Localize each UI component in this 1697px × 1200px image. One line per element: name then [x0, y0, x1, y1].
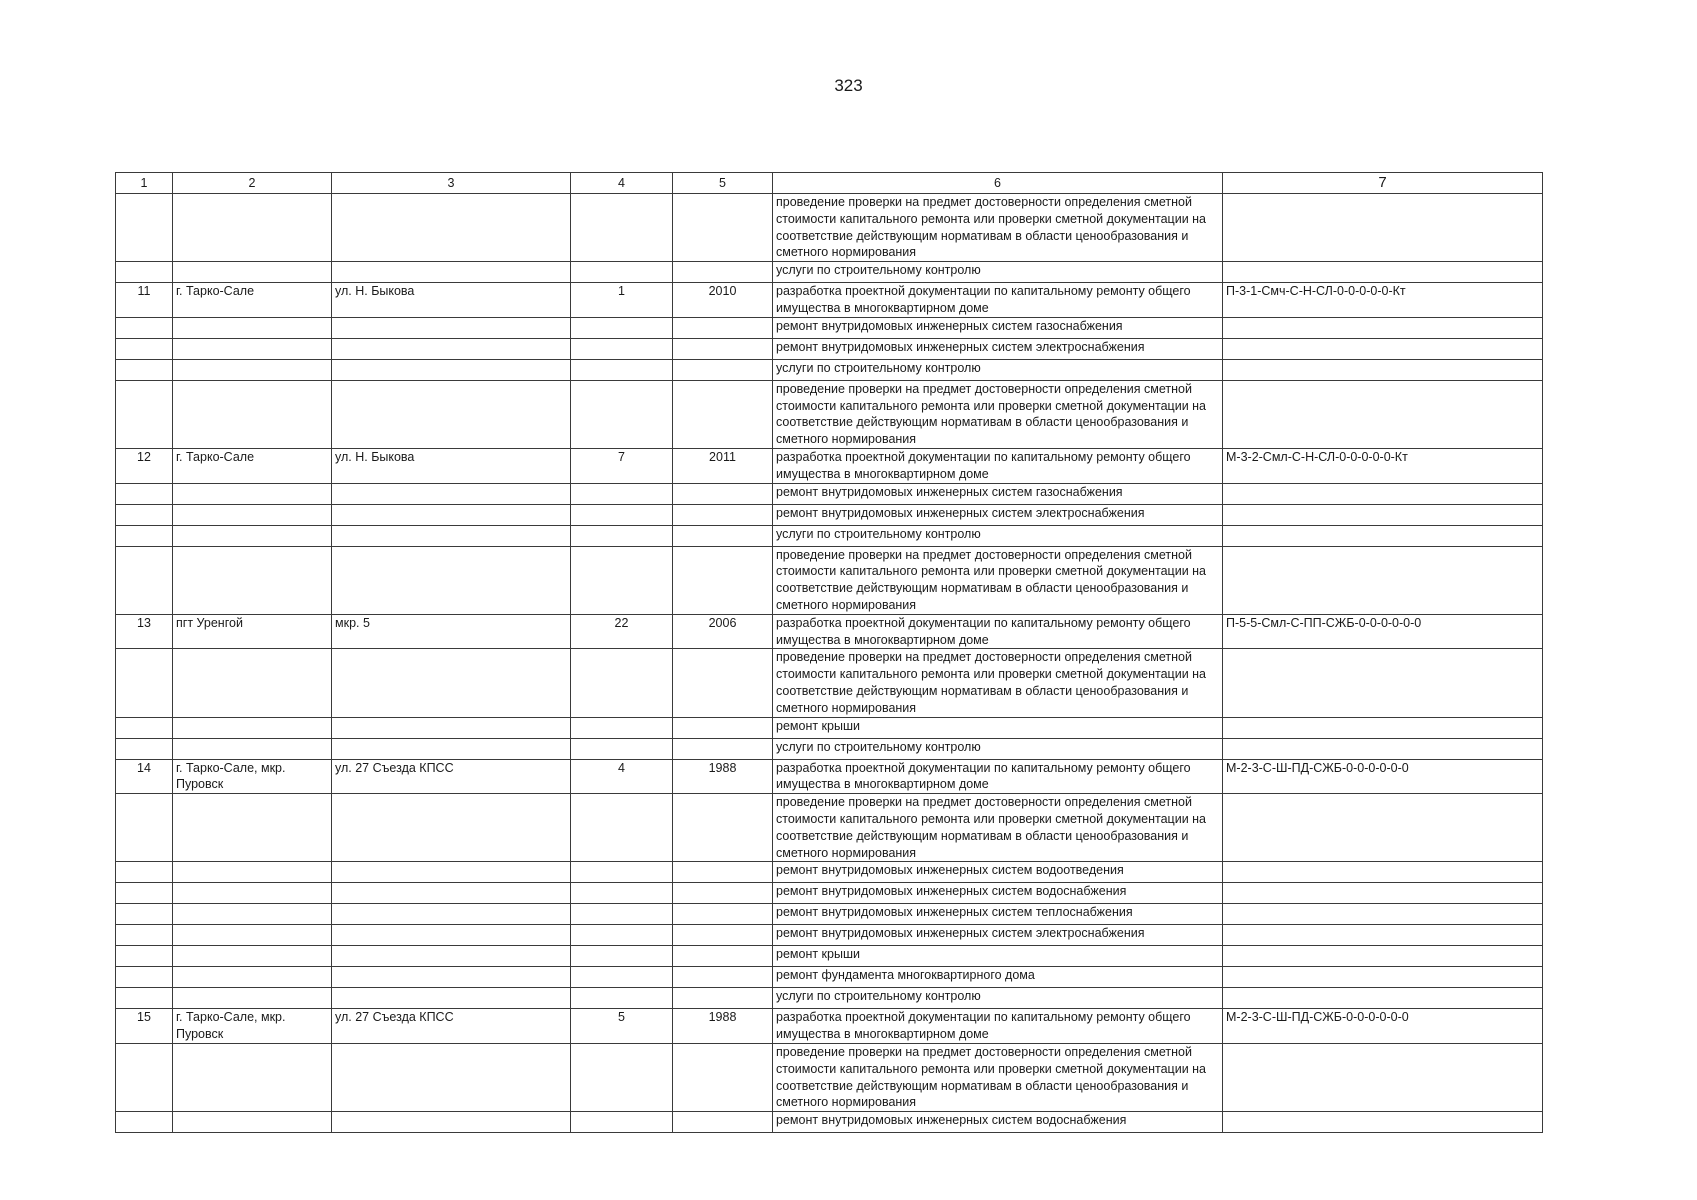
cell-year-built: [673, 717, 773, 738]
cell-work-type: ремонт крыши: [773, 946, 1223, 967]
cell-work-type: разработка проектной документации по капитальному ремонту общего имущества в многоквартирном доме: [773, 448, 1223, 483]
cell-year-built: [673, 504, 773, 525]
cell-work-type: ремонт внутридомовых инженерных систем водоснабжения: [773, 1112, 1223, 1133]
cell-settlement: [173, 359, 332, 380]
cell-house-number: 22: [571, 614, 673, 649]
cell-building-code: [1223, 262, 1543, 283]
cell-work-type: проведение проверки на предмет достоверности определения сметной стоимости капитального ремонта или проверки сметной документации на соответствие действующим нормативам в области ценообразования и сметного нормирования: [773, 380, 1223, 448]
header-row: [116, 173, 1543, 194]
cell-building-code: [1223, 1043, 1543, 1111]
cell-house-number: [571, 649, 673, 717]
cell-year-built: [673, 967, 773, 988]
cell-building-code: [1223, 546, 1543, 614]
table-row: [116, 359, 1543, 380]
cell-year-built: [673, 904, 773, 925]
cell-house-number: [571, 883, 673, 904]
cell-house-number: [571, 967, 673, 988]
cell-row-number: 14: [116, 759, 173, 794]
table-row: [116, 483, 1543, 504]
cell-street: [332, 883, 571, 904]
cell-street: [332, 262, 571, 283]
cell-row-number: [116, 717, 173, 738]
cell-year-built: [673, 525, 773, 546]
cell-settlement: [173, 380, 332, 448]
cell-street: [332, 1043, 571, 1111]
cell-settlement: [173, 262, 332, 283]
cell-house-number: 7: [571, 448, 673, 483]
cell-settlement: [173, 967, 332, 988]
table-row: [116, 717, 1543, 738]
cell-year-built: 1988: [673, 1009, 773, 1044]
cell-street: [332, 738, 571, 759]
cell-street: [332, 925, 571, 946]
cell-house-number: [571, 546, 673, 614]
cell-row-number: [116, 883, 173, 904]
cell-house-number: 5: [571, 1009, 673, 1044]
cell-row-number: [116, 194, 173, 262]
cell-house-number: [571, 194, 673, 262]
cell-street: [332, 862, 571, 883]
column-header: 6: [773, 173, 1223, 194]
cell-year-built: [673, 862, 773, 883]
cell-building-code: [1223, 483, 1543, 504]
table-row: [116, 883, 1543, 904]
cell-building-code: П-5-5-Смл-С-ПП-СЖБ-0-0-0-0-0-0: [1223, 614, 1543, 649]
cell-building-code: [1223, 380, 1543, 448]
cell-house-number: [571, 262, 673, 283]
cell-work-type: услуги по строительному контролю: [773, 988, 1223, 1009]
cell-house-number: [571, 925, 673, 946]
cell-house-number: 4: [571, 759, 673, 794]
cell-year-built: 2011: [673, 448, 773, 483]
table-row: [116, 504, 1543, 525]
cell-building-code: [1223, 525, 1543, 546]
cell-year-built: [673, 1043, 773, 1111]
cell-building-code: [1223, 317, 1543, 338]
cell-settlement: [173, 546, 332, 614]
cell-work-type: ремонт внутридомовых инженерных систем электроснабжения: [773, 925, 1223, 946]
cell-building-code: [1223, 925, 1543, 946]
cell-street: [332, 649, 571, 717]
cell-building-code: [1223, 717, 1543, 738]
table-row: [116, 283, 1543, 318]
cell-row-number: [116, 967, 173, 988]
cell-row-number: [116, 794, 173, 862]
cell-year-built: [673, 925, 773, 946]
cell-street: [332, 338, 571, 359]
cell-row-number: 13: [116, 614, 173, 649]
cell-work-type: ремонт внутридомовых инженерных систем теплоснабжения: [773, 904, 1223, 925]
cell-house-number: [571, 946, 673, 967]
cell-building-code: [1223, 649, 1543, 717]
cell-building-code: [1223, 883, 1543, 904]
cell-row-number: [116, 862, 173, 883]
table-row: [116, 317, 1543, 338]
cell-settlement: [173, 649, 332, 717]
column-header: 7: [1223, 173, 1543, 194]
cell-settlement: [173, 1112, 332, 1133]
table-row: [116, 738, 1543, 759]
cell-settlement: [173, 883, 332, 904]
cell-work-type: ремонт внутридомовых инженерных систем водоотведения: [773, 862, 1223, 883]
cell-street: [332, 1112, 571, 1133]
cell-building-code: П-3-1-Смч-С-Н-СЛ-0-0-0-0-0-Кт: [1223, 283, 1543, 318]
cell-street: ул. 27 Съезда КПСС: [332, 759, 571, 794]
cell-house-number: [571, 738, 673, 759]
table-row: [116, 614, 1543, 649]
cell-work-type: проведение проверки на предмет достоверности определения сметной стоимости капитального ремонта или проверки сметной документации на соответствие действующим нормативам в области ценообразования и сметного нормирования: [773, 794, 1223, 862]
cell-street: [332, 904, 571, 925]
cell-settlement: [173, 738, 332, 759]
cell-house-number: [571, 380, 673, 448]
cell-work-type: проведение проверки на предмет достоверности определения сметной стоимости капитального ремонта или проверки сметной документации на соответствие действующим нормативам в области ценообразования и сметного нормирования: [773, 649, 1223, 717]
cell-row-number: 15: [116, 1009, 173, 1044]
cell-work-type: ремонт внутридомовых инженерных систем газоснабжения: [773, 317, 1223, 338]
cell-year-built: [673, 738, 773, 759]
cell-settlement: [173, 504, 332, 525]
cell-year-built: [673, 946, 773, 967]
table-row: [116, 925, 1543, 946]
table-row: [116, 946, 1543, 967]
table-row: [116, 338, 1543, 359]
cell-settlement: г. Тарко-Сале, мкр. Пуровск: [173, 759, 332, 794]
cell-building-code: [1223, 738, 1543, 759]
cell-year-built: [673, 338, 773, 359]
cell-work-type: услуги по строительному контролю: [773, 738, 1223, 759]
page-number: 323: [834, 76, 863, 95]
table-row: [116, 194, 1543, 262]
cell-house-number: [571, 1112, 673, 1133]
cell-row-number: [116, 1112, 173, 1133]
cell-work-type: ремонт крыши: [773, 717, 1223, 738]
cell-house-number: [571, 359, 673, 380]
cell-work-type: ремонт внутридомовых инженерных систем водоснабжения: [773, 883, 1223, 904]
table-row: [116, 1009, 1543, 1044]
cell-row-number: [116, 504, 173, 525]
cell-building-code: М-2-3-С-Ш-ПД-СЖБ-0-0-0-0-0-0: [1223, 1009, 1543, 1044]
column-header: 3: [332, 173, 571, 194]
column-header: 2: [173, 173, 332, 194]
cell-building-code: [1223, 862, 1543, 883]
table-row: [116, 546, 1543, 614]
cell-year-built: 2006: [673, 614, 773, 649]
table-row: [116, 262, 1543, 283]
cell-work-type: ремонт внутридомовых инженерных систем газоснабжения: [773, 483, 1223, 504]
cell-street: [332, 988, 571, 1009]
cell-street: [332, 317, 571, 338]
column-header: 1: [116, 173, 173, 194]
cell-street: [332, 504, 571, 525]
cell-row-number: [116, 925, 173, 946]
cell-row-number: [116, 380, 173, 448]
cell-row-number: [116, 338, 173, 359]
cell-year-built: [673, 194, 773, 262]
cell-year-built: [673, 262, 773, 283]
cell-settlement: [173, 1043, 332, 1111]
cell-work-type: ремонт внутридомовых инженерных систем электроснабжения: [773, 504, 1223, 525]
cell-building-code: [1223, 338, 1543, 359]
cell-row-number: [116, 483, 173, 504]
cell-settlement: [173, 904, 332, 925]
cell-row-number: [116, 988, 173, 1009]
repair-schedule-table: [115, 172, 1543, 1133]
cell-work-type: ремонт внутридомовых инженерных систем электроснабжения: [773, 338, 1223, 359]
cell-year-built: [673, 794, 773, 862]
cell-building-code: [1223, 967, 1543, 988]
cell-building-code: [1223, 1112, 1543, 1133]
table-row: [116, 649, 1543, 717]
cell-row-number: [116, 649, 173, 717]
cell-row-number: [116, 546, 173, 614]
table-row: [116, 862, 1543, 883]
cell-settlement: [173, 925, 332, 946]
cell-house-number: 1: [571, 283, 673, 318]
cell-row-number: [116, 904, 173, 925]
cell-street: мкр. 5: [332, 614, 571, 649]
cell-work-type: разработка проектной документации по капитальному ремонту общего имущества в многоквартирном доме: [773, 1009, 1223, 1044]
cell-year-built: [673, 883, 773, 904]
cell-settlement: [173, 988, 332, 1009]
cell-building-code: [1223, 794, 1543, 862]
table-row: [116, 1112, 1543, 1133]
cell-row-number: [116, 262, 173, 283]
cell-work-type: услуги по строительному контролю: [773, 525, 1223, 546]
cell-street: [332, 717, 571, 738]
cell-house-number: [571, 794, 673, 862]
table-row: [116, 759, 1543, 794]
cell-house-number: [571, 317, 673, 338]
cell-year-built: [673, 649, 773, 717]
cell-row-number: [116, 359, 173, 380]
cell-year-built: [673, 359, 773, 380]
cell-work-type: услуги по строительному контролю: [773, 262, 1223, 283]
table-row: [116, 988, 1543, 1009]
cell-settlement: [173, 525, 332, 546]
cell-year-built: 2010: [673, 283, 773, 318]
column-header: 5: [673, 173, 773, 194]
cell-house-number: [571, 988, 673, 1009]
cell-row-number: [116, 738, 173, 759]
cell-house-number: [571, 904, 673, 925]
cell-settlement: [173, 794, 332, 862]
cell-row-number: [116, 525, 173, 546]
cell-row-number: 12: [116, 448, 173, 483]
cell-house-number: [571, 525, 673, 546]
cell-year-built: [673, 380, 773, 448]
table-body: [116, 194, 1543, 1133]
cell-building-code: М-2-3-С-Ш-ПД-СЖБ-0-0-0-0-0-0: [1223, 759, 1543, 794]
cell-building-code: М-3-2-Смл-С-Н-СЛ-0-0-0-0-0-Кт: [1223, 448, 1543, 483]
cell-settlement: [173, 862, 332, 883]
column-header: 4: [571, 173, 673, 194]
cell-street: [332, 546, 571, 614]
cell-building-code: [1223, 904, 1543, 925]
cell-house-number: [571, 717, 673, 738]
cell-settlement: г. Тарко-Сале: [173, 448, 332, 483]
cell-year-built: [673, 546, 773, 614]
cell-street: [332, 380, 571, 448]
cell-building-code: [1223, 194, 1543, 262]
cell-street: [332, 967, 571, 988]
cell-street: ул. Н. Быкова: [332, 448, 571, 483]
cell-row-number: [116, 317, 173, 338]
cell-street: [332, 794, 571, 862]
cell-house-number: [571, 1043, 673, 1111]
cell-settlement: [173, 946, 332, 967]
cell-street: ул. 27 Съезда КПСС: [332, 1009, 571, 1044]
cell-house-number: [571, 862, 673, 883]
cell-street: [332, 946, 571, 967]
cell-row-number: 11: [116, 283, 173, 318]
cell-work-type: проведение проверки на предмет достоверности определения сметной стоимости капитального ремонта или проверки сметной документации на соответствие действующим нормативам в области ценообразования и сметного нормирования: [773, 194, 1223, 262]
cell-settlement: [173, 317, 332, 338]
cell-work-type: услуги по строительному контролю: [773, 359, 1223, 380]
cell-street: [332, 525, 571, 546]
table-row: [116, 1043, 1543, 1111]
cell-settlement: г. Тарко-Сале, мкр. Пуровск: [173, 1009, 332, 1044]
cell-building-code: [1223, 359, 1543, 380]
cell-year-built: 1988: [673, 759, 773, 794]
cell-year-built: [673, 1112, 773, 1133]
cell-year-built: [673, 483, 773, 504]
cell-settlement: г. Тарко-Сале: [173, 283, 332, 318]
table-row: [116, 904, 1543, 925]
cell-settlement: [173, 483, 332, 504]
cell-house-number: [571, 483, 673, 504]
cell-settlement: [173, 338, 332, 359]
cell-building-code: [1223, 504, 1543, 525]
cell-street: [332, 483, 571, 504]
cell-building-code: [1223, 988, 1543, 1009]
cell-work-type: разработка проектной документации по капитальному ремонту общего имущества в многоквартирном доме: [773, 759, 1223, 794]
table-row: [116, 380, 1543, 448]
cell-row-number: [116, 946, 173, 967]
table-row: [116, 794, 1543, 862]
cell-street: ул. Н. Быкова: [332, 283, 571, 318]
cell-settlement: [173, 194, 332, 262]
cell-year-built: [673, 317, 773, 338]
cell-street: [332, 359, 571, 380]
cell-settlement: [173, 717, 332, 738]
cell-settlement: пгт Уренгой: [173, 614, 332, 649]
cell-row-number: [116, 1043, 173, 1111]
cell-work-type: разработка проектной документации по капитальному ремонту общего имущества в многоквартирном доме: [773, 614, 1223, 649]
table-row: [116, 525, 1543, 546]
table-row: [116, 448, 1543, 483]
cell-work-type: ремонт фундамента многоквартирного дома: [773, 967, 1223, 988]
cell-year-built: [673, 988, 773, 1009]
cell-house-number: [571, 504, 673, 525]
cell-work-type: разработка проектной документации по капитальному ремонту общего имущества в многоквартирном доме: [773, 283, 1223, 318]
cell-street: [332, 194, 571, 262]
cell-work-type: проведение проверки на предмет достоверности определения сметной стоимости капитального ремонта или проверки сметной документации на соответствие действующим нормативам в области ценообразования и сметного нормирования: [773, 1043, 1223, 1111]
cell-work-type: проведение проверки на предмет достоверности определения сметной стоимости капитального ремонта или проверки сметной документации на соответствие действующим нормативам в области ценообразования и сметного нормирования: [773, 546, 1223, 614]
table-row: [116, 967, 1543, 988]
cell-building-code: [1223, 946, 1543, 967]
cell-house-number: [571, 338, 673, 359]
